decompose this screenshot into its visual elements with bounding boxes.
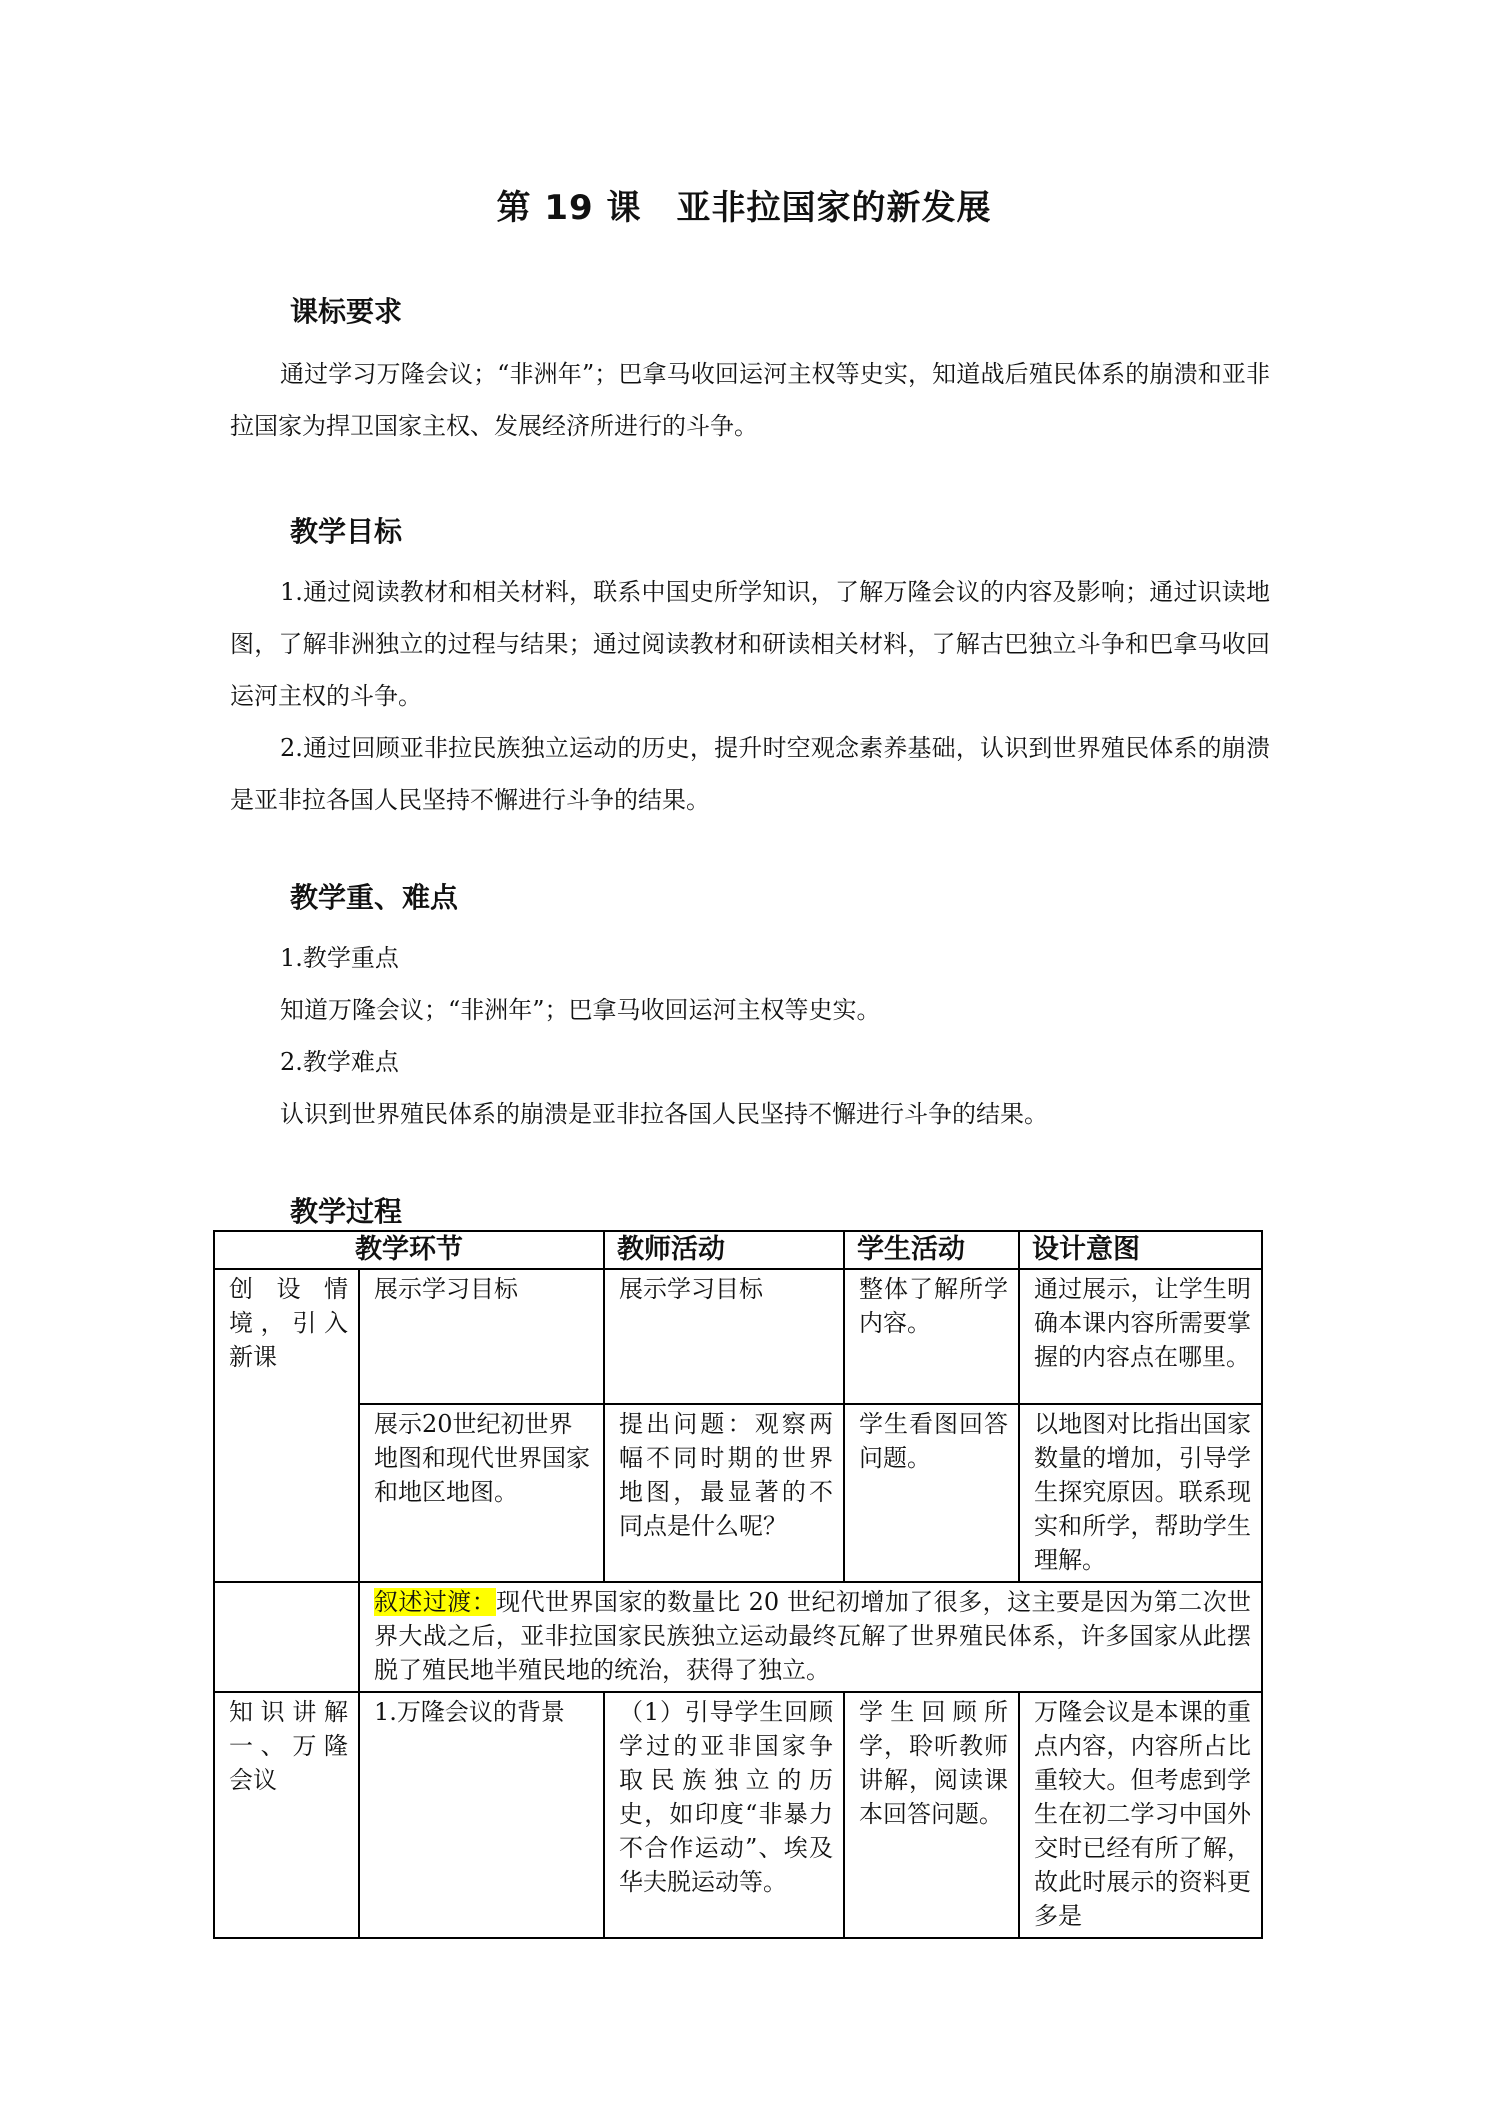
standard-text: 通过学习万隆会议；“非洲年”；巴拿马收回运河主权等史实，知道战后殖民体系的崩溃和亚非拉国家为捍卫国家主权、发展经济所进行的斗争。	[230, 360, 1270, 440]
content-cell: 展示20世纪初世界地图和现代世界国家和地区地图。	[359, 1404, 604, 1582]
header-stage: 教学环节	[214, 1231, 604, 1269]
intent-cell: 以地图对比指出国家数量的增加，引导学生探究原因。联系现实和所学，帮助学生理解。	[1019, 1404, 1262, 1582]
goal-item-1: 1.通过阅读教材和相关材料，联系中国史所学知识，了解万隆会议的内容及影响；通过识读地图，了解非洲独立的过程与结果；通过阅读教材和研读相关材料，了解古巴独立斗争和巴拿马收回运河主权的斗争。	[230, 578, 1270, 710]
focus-text: 知道万隆会议；“非洲年”；巴拿马收回运河主权等史实。	[280, 996, 881, 1024]
student-cell: 整体了解所学内容。	[844, 1269, 1019, 1404]
content-cell: 1.万隆会议的背景	[359, 1692, 604, 1938]
content-cell: 展示学习目标	[359, 1269, 604, 1404]
empty-stage-cell	[214, 1582, 359, 1692]
stage-cell: 创设情境，引入新课	[214, 1269, 359, 1582]
teaching-process-table	[213, 1230, 1263, 1939]
table-row	[214, 1692, 1262, 1938]
teacher-cell: （1）引导学生回顾学过的亚非国家争取民族独立的历史，如印度“非暴力不合作运动”、埃及华夫脱运动等。	[604, 1692, 844, 1938]
intent-cell: 万隆会议是本课的重点内容，内容所占比重较大。但考虑到学生在初二学习中国外交时已经有所了解，故此时展示的资料更多是	[1019, 1692, 1262, 1938]
transition-cell	[359, 1582, 1262, 1692]
header-student: 学生活动	[844, 1231, 1019, 1269]
heading-goals: 教学目标	[290, 515, 403, 548]
table-row	[214, 1404, 1262, 1582]
teacher-cell: 展示学习目标	[604, 1269, 844, 1404]
transition-text: 现代世界国家的数量比 20 世纪初增加了很多，这主要是因为第二次世界大战之后，亚非拉国家民族独立运动最终瓦解了世界殖民体系，许多国家从此摆脱了殖民地半殖民地的统治，获得了独立。	[374, 1588, 1251, 1684]
teacher-cell: 提出问题：观察两幅不同时期的世界地图，最显著的不同点是什么呢？	[604, 1404, 844, 1582]
difficulty-label: 2.教学难点	[280, 1048, 399, 1076]
difficulty-text: 认识到世界殖民体系的崩溃是亚非拉各国人民坚持不懈进行斗争的结果。	[280, 1100, 1048, 1128]
header-teacher: 教师活动	[604, 1231, 844, 1269]
header-intent: 设计意图	[1019, 1231, 1262, 1269]
heading-key-points: 教学重、难点	[290, 881, 459, 914]
table-row	[214, 1269, 1262, 1404]
stage-cell: 知识讲解一、万隆会议	[214, 1692, 359, 1938]
goal-item-2: 2.通过回顾亚非拉民族独立运动的历史，提升时空观念素养基础，认识到世界殖民体系的崩溃是亚非拉各国人民坚持不懈进行斗争的结果。	[230, 734, 1270, 814]
heading-process: 教学过程	[290, 1195, 403, 1228]
student-cell: 学生看图回答问题。	[844, 1404, 1019, 1582]
transition-label: 叙述过渡：	[374, 1588, 497, 1616]
page-title: 第 19 课 亚非拉国家的新发展	[496, 188, 992, 228]
focus-label: 1.教学重点	[280, 944, 399, 972]
intent-cell: 通过展示，让学生明确本课内容所需要掌握的内容点在哪里。	[1019, 1269, 1262, 1404]
student-cell: 学生回顾所学，聆听教师讲解，阅读课本回答问题。	[844, 1692, 1019, 1938]
transition-row	[214, 1582, 1262, 1692]
table-header-row	[214, 1231, 1262, 1269]
heading-standard: 课标要求	[290, 295, 403, 328]
